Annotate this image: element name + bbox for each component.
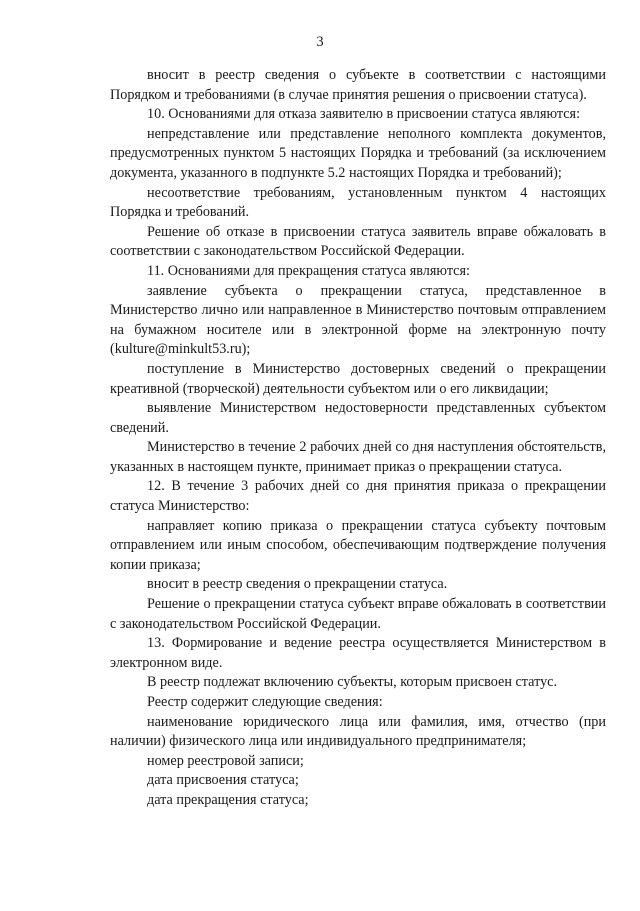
paragraph: непредставление или представление неполного комплекта документов, предусмотренных пунктом 5 настоящих Порядка и требований (за исключением документа, указанного в подпункте 5.2 настоящих Порядка и требований); bbox=[110, 125, 606, 181]
paragraph: поступление в Министерство достоверных сведений о прекращении креативной (творческой) деятельности субъектом или о его ликвидации; bbox=[110, 360, 606, 397]
paragraph: номер реестровой записи; bbox=[147, 752, 304, 769]
paragraph: Решение об отказе в присвоении статуса заявитель вправе обжаловать в соответствии с законодательством Российской Федерации. bbox=[110, 223, 606, 260]
paragraph: 12. В течение 3 рабочих дней со дня принятия приказа о прекращении статуса Министерство: bbox=[110, 478, 606, 515]
paragraph: наименование юридического лица или фамилия, имя, отчество (при наличии) физического лица или индивидуального предпринимателя; bbox=[110, 713, 606, 750]
paragraph: направляет копию приказа о прекращении статуса субъекту почтовым отправлением или иным способом, обеспечивающим подтверждение получения копии приказа; bbox=[110, 517, 606, 573]
paragraph: В реестр подлежат включению субъекты, которым присвоен статус. bbox=[147, 674, 558, 691]
document-body bbox=[110, 66, 606, 811]
paragraph: дата прекращения статуса; bbox=[147, 791, 309, 808]
paragraph: дата присвоения статуса; bbox=[147, 772, 299, 789]
paragraph: заявление субъекта о прекращении статуса, представленное в Министерство лично или направленное в Министерство почтовым отправлением на бумажном носителе или в электронной форме на электронную почту (kulture@minkult53.ru); bbox=[110, 282, 606, 358]
paragraph: Реестр содержит следующие сведения: bbox=[147, 694, 383, 710]
paragraph: несоответствие требованиям, установленным пунктом 4 настоящих Порядка и требований. bbox=[110, 184, 606, 221]
paragraph: выявление Министерством недостоверности представленных субъектом сведений. bbox=[110, 400, 606, 436]
page-number: 3 bbox=[316, 34, 324, 50]
paragraph: Решение о прекращении статуса субъект вправе обжаловать в соответствии с законодательством Российской Федерации. bbox=[110, 596, 606, 632]
paragraph: 10. Основаниями для отказа заявителю в присвоении статуса являются: bbox=[147, 106, 581, 123]
paragraph: 13. Формирование и ведение реестра осуществляется Министерством в электронном виде. bbox=[110, 635, 606, 671]
paragraph: 11. Основаниями для прекращения статуса являются: bbox=[147, 262, 470, 279]
paragraph: вносит в реестр сведения о прекращении статуса. bbox=[147, 576, 448, 593]
paragraph: Министерство в течение 2 рабочих дней со дня наступления обстоятельств, указанных в настоящем пункте, принимает приказ о прекращении статуса. bbox=[110, 439, 606, 475]
paragraph: вносит в реестр сведения о субъекте в соответствии с настоящими Порядком и требованиями (в случае принятия решения о присвоении статуса). bbox=[110, 67, 606, 103]
